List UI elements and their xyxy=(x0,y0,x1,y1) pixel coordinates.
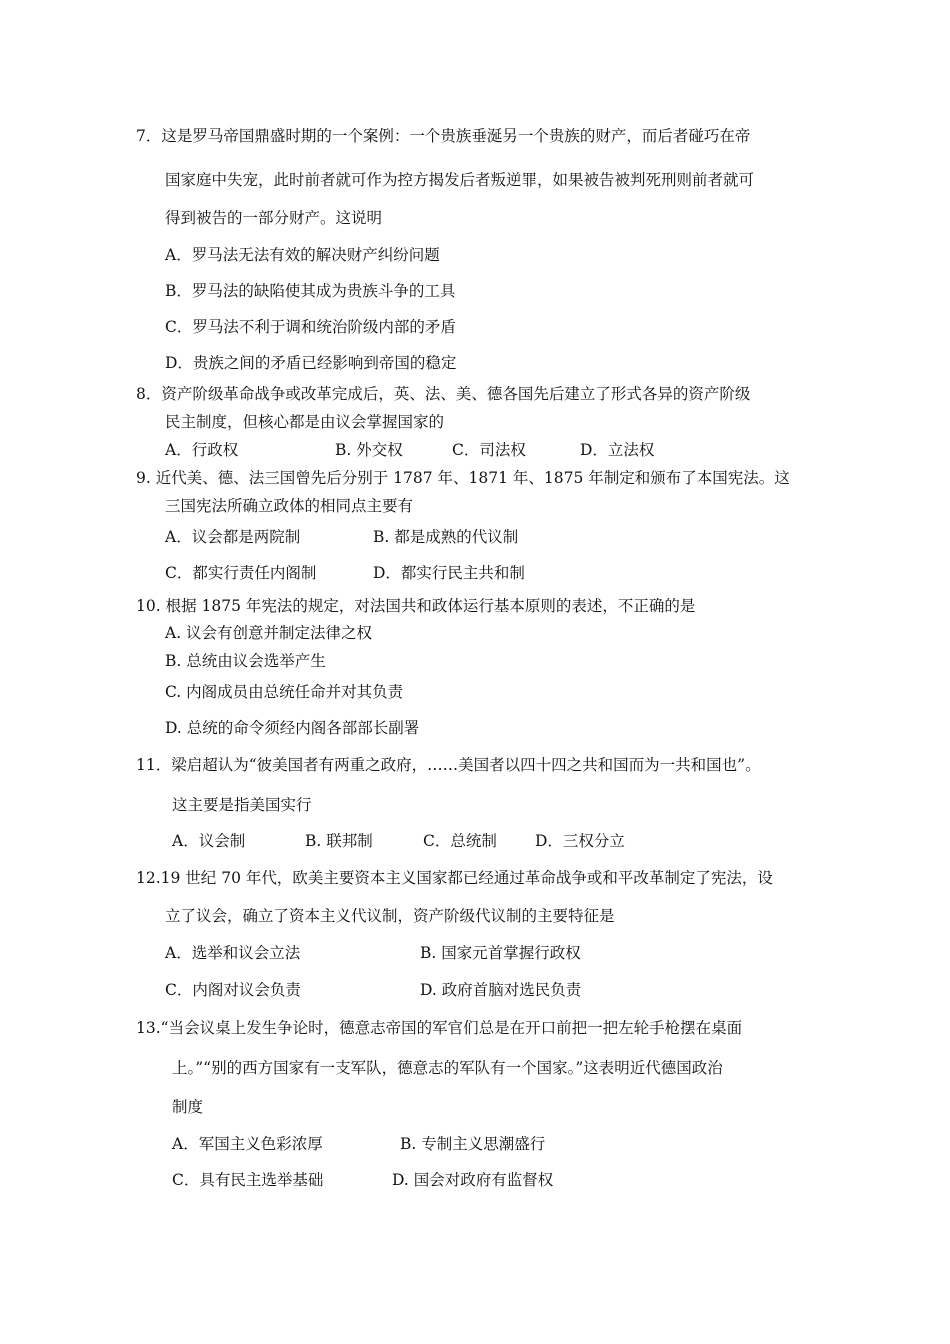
option-b: B. 联邦制 xyxy=(305,832,373,850)
option-c: C．总统制 xyxy=(423,832,497,850)
option-c: C．罗马法不利于调和统治阶级内部的矛盾 xyxy=(165,318,456,336)
question-stem: 三国宪法所确立政体的相同点主要有 xyxy=(165,497,414,515)
question-stem: 国家庭中失宠，此时前者就可作为控方揭发后者叛逆罪，如果被告被判死刑则前者就可 xyxy=(165,171,755,189)
option-c: C．内阁对议会负责 xyxy=(165,981,301,999)
option-c: C．具有民主选举基础 xyxy=(172,1171,324,1189)
option-b: B．罗马法的缺陷使其成为贵族斗争的工具 xyxy=(165,282,456,300)
option-b: B. 都是成熟的代议制 xyxy=(373,528,519,546)
option-d: D. 政府首脑对选民负责 xyxy=(420,981,582,999)
option-d: D．都实行民主共和制 xyxy=(373,564,525,582)
option-d: D. 总统的命令须经内阁各部部长副署 xyxy=(165,719,420,737)
option-a: A．行政权 xyxy=(165,441,239,459)
option-c: C．都实行责任内阁制 xyxy=(165,564,317,582)
option-a: A. 议会有创意并制定法律之权 xyxy=(165,624,373,642)
question-stem: 8．资产阶级革命战争或改革完成后，英、法、美、德各国先后建立了形式各异的资产阶级 xyxy=(136,385,751,403)
question-stem: 立了议会，确立了资本主义代议制，资产阶级代议制的主要特征是 xyxy=(165,907,615,925)
option-b: B. 国家元首掌握行政权 xyxy=(420,944,581,962)
option-b: B. 外交权 xyxy=(335,441,403,459)
option-b: B. 总统由议会选举产生 xyxy=(165,652,326,670)
option-b: B. 专制主义思潮盛行 xyxy=(400,1135,546,1153)
question-stem: 民主制度，但核心都是由议会掌握国家的 xyxy=(165,413,445,431)
option-a: A．罗马法无法有效的解决财产纠纷问题 xyxy=(165,246,440,264)
option-d: D. 国会对政府有监督权 xyxy=(392,1171,554,1189)
option-a: A．军国主义色彩浓厚 xyxy=(172,1135,323,1153)
question-stem: 制度 xyxy=(172,1098,204,1116)
question-stem: 11．梁启超认为“彼美国者有两重之政府，……美国者以四十四之共和国而为一共和国也”。 xyxy=(136,756,761,774)
question-stem: 13.“当会议桌上发生争论时，德意志帝国的军官们总是在开口前把一把左轮手枪摆在桌面 xyxy=(136,1019,743,1037)
question-stem: 7．这是罗马帝国鼎盛时期的一个案例：一个贵族垂涎另一个贵族的财产，而后者碰巧在帝 xyxy=(136,127,751,145)
option-a: A．选举和议会立法 xyxy=(165,944,301,962)
option-c: C．司法权 xyxy=(452,441,526,459)
option-d: D．贵族之间的矛盾已经影响到帝国的稳定 xyxy=(165,354,457,372)
option-d: D．立法权 xyxy=(580,441,655,459)
option-a: A．议会都是两院制 xyxy=(165,528,301,546)
question-stem: 这主要是指美国实行 xyxy=(172,796,312,814)
option-c: C. 内阁成员由总统任命并对其负责 xyxy=(165,683,404,701)
question-stem: 上。”“别的西方国家有一支军队，德意志的军队有一个国家。”这表明近代德国政治 xyxy=(172,1059,723,1077)
question-stem: 得到被告的一部分财产。这说明 xyxy=(165,209,383,227)
question-stem: 10. 根据 1875 年宪法的规定，对法国共和政体运行基本原则的表述，不正确的是 xyxy=(136,597,696,615)
option-a: A．议会制 xyxy=(172,832,246,850)
option-d: D．三权分立 xyxy=(535,832,625,850)
question-stem: 9. 近代美、德、法三国曾先后分别于 1787 年、1871 年、1875 年制定和颁布了本国宪法。这 xyxy=(136,469,790,487)
question-stem: 12.19 世纪 70 年代，欧美主要资本主义国家都已经通过革命战争或和平改革制定了宪法，设 xyxy=(136,869,773,887)
